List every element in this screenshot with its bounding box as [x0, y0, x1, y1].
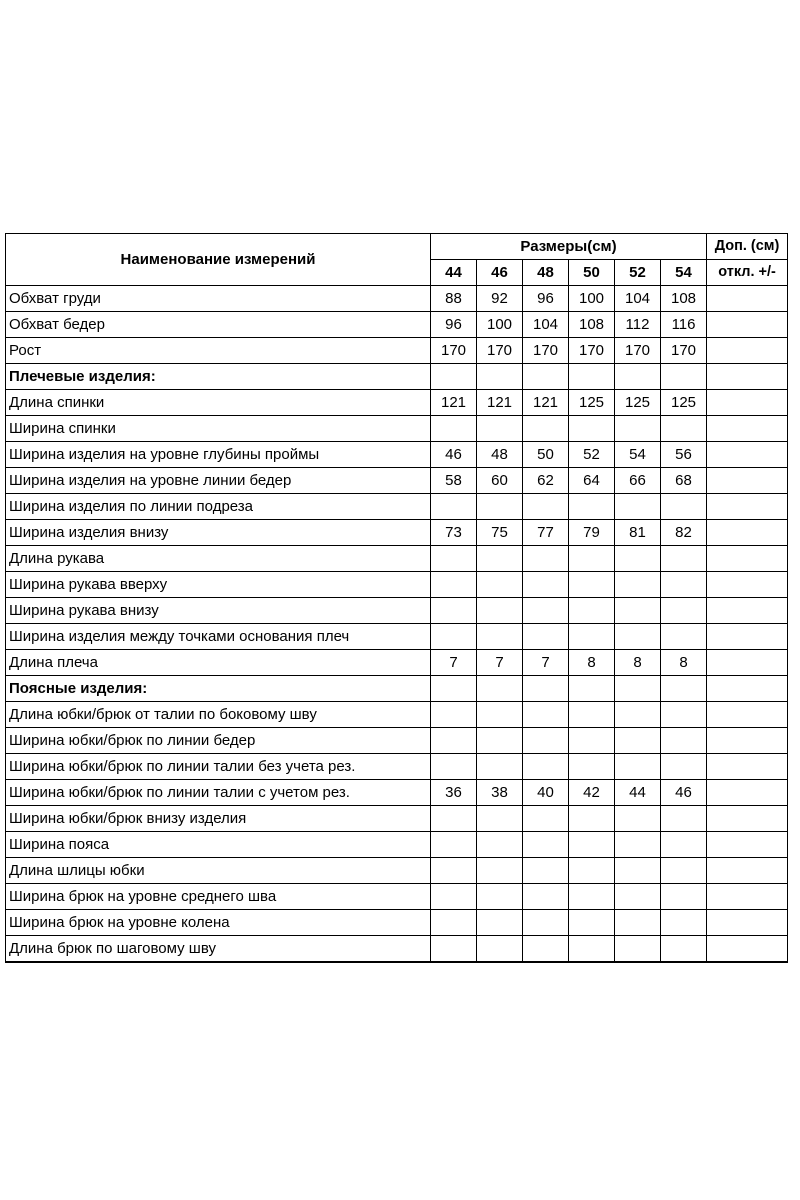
size-value-cell [477, 546, 523, 572]
size-value-cell [523, 572, 569, 598]
column-header-name: Наименование измерений [6, 234, 431, 286]
tolerance-cell [707, 390, 788, 416]
size-value-cell: 81 [615, 520, 661, 546]
size-value-cell [431, 832, 477, 858]
size-value-cell: 112 [615, 312, 661, 338]
size-value-cell [523, 624, 569, 650]
measurement-label: Ширина юбки/брюк по линии бедер [6, 728, 431, 754]
size-value-cell [615, 598, 661, 624]
size-value-cell: 46 [661, 780, 707, 806]
size-value-cell [431, 858, 477, 884]
size-header: 54 [661, 260, 707, 286]
measurement-label: Ширина рукава вверху [6, 572, 431, 598]
measurement-label: Обхват бедер [6, 312, 431, 338]
size-value-cell: 48 [477, 442, 523, 468]
table-row [6, 702, 788, 728]
size-value-cell: 66 [615, 468, 661, 494]
size-value-cell: 125 [661, 390, 707, 416]
size-value-cell: 170 [431, 338, 477, 364]
size-value-cell: 52 [569, 442, 615, 468]
size-value-cell: 73 [431, 520, 477, 546]
size-value-cell [523, 728, 569, 754]
size-value-cell [661, 416, 707, 442]
size-value-cell: 7 [523, 650, 569, 676]
size-value-cell: 121 [523, 390, 569, 416]
size-value-cell [569, 494, 615, 520]
size-header: 52 [615, 260, 661, 286]
size-header: 46 [477, 260, 523, 286]
size-value-cell: 40 [523, 780, 569, 806]
size-value-cell [569, 910, 615, 936]
section-row [6, 364, 788, 390]
size-value-cell: 170 [523, 338, 569, 364]
table-row [6, 910, 788, 936]
size-value-cell: 121 [431, 390, 477, 416]
size-value-cell [615, 416, 661, 442]
section-row [6, 676, 788, 702]
table-row [6, 728, 788, 754]
size-value-cell [569, 806, 615, 832]
size-value-cell [431, 702, 477, 728]
tolerance-cell [707, 468, 788, 494]
size-value-cell [477, 728, 523, 754]
size-value-cell [569, 546, 615, 572]
size-value-cell [477, 598, 523, 624]
size-value-cell [431, 884, 477, 910]
size-value-cell [477, 754, 523, 780]
size-value-cell [431, 754, 477, 780]
measurement-label: Ширина юбки/брюк по линии талии с учетом рез. [6, 780, 431, 806]
size-value-cell: 170 [477, 338, 523, 364]
size-value-cell [661, 832, 707, 858]
size-value-cell [523, 598, 569, 624]
column-header-extra-line1: Доп. (см) [707, 234, 788, 260]
size-value-cell [523, 858, 569, 884]
size-value-cell [477, 624, 523, 650]
size-value-cell [477, 910, 523, 936]
tolerance-cell [707, 312, 788, 338]
size-value-cell [477, 494, 523, 520]
header-row-1 [6, 234, 788, 260]
size-value-cell: 7 [477, 650, 523, 676]
size-value-cell: 170 [569, 338, 615, 364]
tolerance-cell [707, 338, 788, 364]
size-value-cell [615, 546, 661, 572]
measurement-label: Длина шлицы юбки [6, 858, 431, 884]
measurement-label: Ширина изделия на уровне глубины проймы [6, 442, 431, 468]
table-row [6, 624, 788, 650]
size-value-cell: 46 [431, 442, 477, 468]
size-value-cell [569, 598, 615, 624]
size-value-cell: 116 [661, 312, 707, 338]
table-row [6, 312, 788, 338]
measurement-label: Длина плеча [6, 650, 431, 676]
measurement-label: Ширина изделия между точками основания плеч [6, 624, 431, 650]
size-value-cell [477, 806, 523, 832]
tolerance-cell [707, 806, 788, 832]
size-value-cell [523, 546, 569, 572]
size-value-cell: 108 [569, 312, 615, 338]
table-row [6, 858, 788, 884]
size-value-cell: 60 [477, 468, 523, 494]
size-value-cell [569, 936, 615, 963]
table-row [6, 494, 788, 520]
size-value-cell: 125 [569, 390, 615, 416]
size-value-cell [523, 832, 569, 858]
size-value-cell [661, 884, 707, 910]
size-chart-table [5, 233, 788, 963]
size-value-cell [523, 936, 569, 963]
size-value-cell [661, 702, 707, 728]
measurement-label: Ширина брюк на уровне среднего шва [6, 884, 431, 910]
size-value-cell: 82 [661, 520, 707, 546]
size-value-cell [523, 754, 569, 780]
size-value-cell: 104 [615, 286, 661, 312]
size-value-cell [431, 364, 477, 390]
column-header-sizes: Размеры(см) [431, 234, 707, 260]
size-value-cell [431, 494, 477, 520]
size-value-cell [431, 546, 477, 572]
table-row [6, 936, 788, 963]
size-value-cell [431, 728, 477, 754]
size-value-cell: 42 [569, 780, 615, 806]
tolerance-cell [707, 728, 788, 754]
size-value-cell: 75 [477, 520, 523, 546]
table-row [6, 546, 788, 572]
size-value-cell: 7 [431, 650, 477, 676]
measurement-label: Ширина рукава внизу [6, 598, 431, 624]
size-value-cell: 100 [569, 286, 615, 312]
size-value-cell [477, 702, 523, 728]
size-value-cell [569, 884, 615, 910]
table-row [6, 884, 788, 910]
table-row [6, 780, 788, 806]
tolerance-cell [707, 442, 788, 468]
size-value-cell [661, 546, 707, 572]
measurement-label: Длина спинки [6, 390, 431, 416]
size-value-cell [569, 364, 615, 390]
size-value-cell [615, 806, 661, 832]
tolerance-cell [707, 546, 788, 572]
tolerance-cell [707, 884, 788, 910]
tolerance-cell [707, 832, 788, 858]
size-value-cell [523, 910, 569, 936]
size-value-cell [431, 416, 477, 442]
size-value-cell [477, 416, 523, 442]
size-value-cell [431, 910, 477, 936]
size-value-cell: 36 [431, 780, 477, 806]
size-value-cell [523, 676, 569, 702]
size-value-cell [615, 936, 661, 963]
size-value-cell: 170 [661, 338, 707, 364]
size-value-cell [661, 676, 707, 702]
size-value-cell: 68 [661, 468, 707, 494]
size-value-cell [615, 702, 661, 728]
size-value-cell: 54 [615, 442, 661, 468]
size-value-cell [615, 494, 661, 520]
size-header: 48 [523, 260, 569, 286]
table-body [6, 286, 788, 963]
size-value-cell [661, 858, 707, 884]
tolerance-cell [707, 780, 788, 806]
table-row [6, 442, 788, 468]
column-header-extra-line2: откл. +/- [707, 260, 788, 286]
measurement-label: Ширина пояса [6, 832, 431, 858]
size-value-cell: 44 [615, 780, 661, 806]
tolerance-cell [707, 520, 788, 546]
size-value-cell [615, 754, 661, 780]
measurement-label: Длина рукава [6, 546, 431, 572]
measurement-label: Ширина изделия на уровне линии бедер [6, 468, 431, 494]
size-value-cell [477, 884, 523, 910]
size-value-cell [615, 728, 661, 754]
tolerance-cell [707, 286, 788, 312]
size-value-cell [477, 676, 523, 702]
size-value-cell: 8 [661, 650, 707, 676]
tolerance-cell [707, 858, 788, 884]
size-value-cell [661, 936, 707, 963]
table-row [6, 832, 788, 858]
size-value-cell [523, 494, 569, 520]
tolerance-cell [707, 936, 788, 963]
size-value-cell [615, 858, 661, 884]
size-value-cell: 64 [569, 468, 615, 494]
size-value-cell [661, 806, 707, 832]
table-row [6, 598, 788, 624]
tolerance-cell [707, 650, 788, 676]
tolerance-cell [707, 416, 788, 442]
size-value-cell: 88 [431, 286, 477, 312]
size-value-cell: 170 [615, 338, 661, 364]
measurement-label: Длина юбки/брюк от талии по боковому шву [6, 702, 431, 728]
size-value-cell: 100 [477, 312, 523, 338]
size-value-cell [523, 416, 569, 442]
size-value-cell: 38 [477, 780, 523, 806]
measurement-label: Ширина юбки/брюк по линии талии без учета рез. [6, 754, 431, 780]
tolerance-cell [707, 598, 788, 624]
measurement-label: Ширина брюк на уровне колена [6, 910, 431, 936]
size-value-cell [615, 910, 661, 936]
size-value-cell: 108 [661, 286, 707, 312]
size-value-cell [615, 832, 661, 858]
size-value-cell: 50 [523, 442, 569, 468]
size-value-cell [661, 728, 707, 754]
size-value-cell [615, 572, 661, 598]
size-value-cell [477, 572, 523, 598]
size-value-cell: 121 [477, 390, 523, 416]
size-value-cell [615, 364, 661, 390]
size-value-cell [523, 364, 569, 390]
size-value-cell [661, 910, 707, 936]
size-value-cell [431, 598, 477, 624]
size-value-cell [431, 676, 477, 702]
size-value-cell [477, 858, 523, 884]
size-value-cell: 92 [477, 286, 523, 312]
size-value-cell [431, 572, 477, 598]
size-value-cell: 79 [569, 520, 615, 546]
size-value-cell: 77 [523, 520, 569, 546]
size-value-cell [569, 624, 615, 650]
size-value-cell [477, 832, 523, 858]
tolerance-cell [707, 702, 788, 728]
table-row [6, 572, 788, 598]
size-value-cell: 56 [661, 442, 707, 468]
size-value-cell [569, 416, 615, 442]
size-value-cell [569, 832, 615, 858]
tolerance-cell [707, 910, 788, 936]
size-value-cell [569, 676, 615, 702]
measurement-label: Обхват груди [6, 286, 431, 312]
size-value-cell [569, 754, 615, 780]
tolerance-cell [707, 676, 788, 702]
size-value-cell [477, 936, 523, 963]
size-value-cell: 96 [431, 312, 477, 338]
size-value-cell [569, 858, 615, 884]
size-header: 44 [431, 260, 477, 286]
size-value-cell [477, 364, 523, 390]
size-value-cell: 62 [523, 468, 569, 494]
size-value-cell [661, 494, 707, 520]
tolerance-cell [707, 364, 788, 390]
table-row [6, 338, 788, 364]
size-value-cell [569, 572, 615, 598]
tolerance-cell [707, 572, 788, 598]
size-value-cell: 96 [523, 286, 569, 312]
size-value-cell [661, 624, 707, 650]
size-value-cell [615, 624, 661, 650]
size-value-cell: 8 [615, 650, 661, 676]
measurement-label: Ширина юбки/брюк внизу изделия [6, 806, 431, 832]
size-value-cell [431, 806, 477, 832]
table-row [6, 468, 788, 494]
size-value-cell [431, 936, 477, 963]
table-row [6, 416, 788, 442]
measurement-label: Длина брюк по шаговому шву [6, 936, 431, 963]
table-row [6, 390, 788, 416]
measurement-label: Рост [6, 338, 431, 364]
size-value-cell [661, 572, 707, 598]
size-value-cell: 125 [615, 390, 661, 416]
size-value-cell [431, 624, 477, 650]
measurement-label: Ширина изделия по линии подреза [6, 494, 431, 520]
section-label: Поясные изделия: [6, 676, 431, 702]
table-row [6, 286, 788, 312]
size-value-cell [661, 364, 707, 390]
size-value-cell: 104 [523, 312, 569, 338]
size-value-cell [661, 754, 707, 780]
size-value-cell [661, 598, 707, 624]
section-label: Плечевые изделия: [6, 364, 431, 390]
tolerance-cell [707, 494, 788, 520]
size-value-cell [569, 728, 615, 754]
size-value-cell [523, 702, 569, 728]
size-value-cell [569, 702, 615, 728]
size-value-cell: 8 [569, 650, 615, 676]
size-value-cell [523, 806, 569, 832]
table-row [6, 520, 788, 546]
size-value-cell: 58 [431, 468, 477, 494]
table-row [6, 806, 788, 832]
size-header: 50 [569, 260, 615, 286]
size-value-cell [523, 884, 569, 910]
size-value-cell [615, 676, 661, 702]
tolerance-cell [707, 754, 788, 780]
measurement-label: Ширина изделия внизу [6, 520, 431, 546]
tolerance-cell [707, 624, 788, 650]
table-row [6, 754, 788, 780]
measurement-label: Ширина спинки [6, 416, 431, 442]
table-row [6, 650, 788, 676]
size-value-cell [615, 884, 661, 910]
